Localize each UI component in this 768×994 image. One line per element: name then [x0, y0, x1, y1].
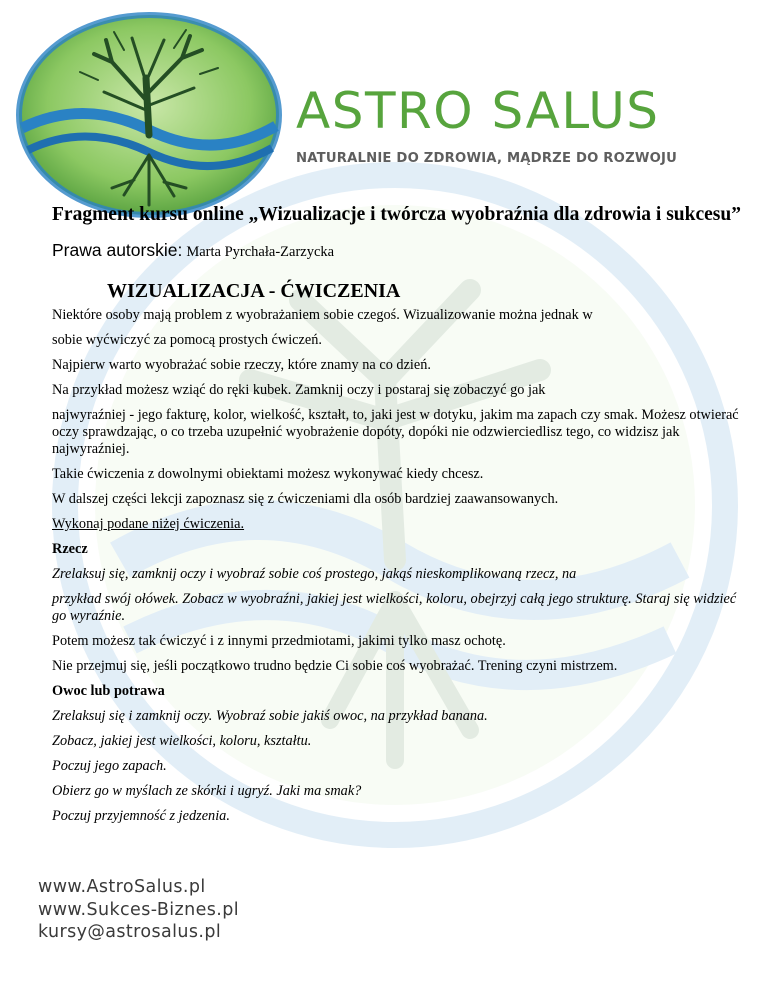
intro-paragraph: sobie wyćwiczyć za pomocą prostych ćwiczeń.	[52, 332, 322, 348]
exercise-line: Poczuj przyjemność z jedzenia.	[52, 808, 230, 824]
email-link[interactable]: kursy@astrosalus.pl	[38, 922, 222, 942]
exercise-line: Obierz go w myślach ze skórki i ugryź. Jaki ma smak?	[52, 783, 362, 799]
exercise-title: Rzecz	[52, 541, 88, 557]
intro-paragraph: Na przykład możesz wziąć do ręki kubek. Zamknij oczy i postaraj się zobaczyć go jak	[52, 382, 546, 398]
intro-paragraph: Najpierw warto wyobrażać sobie rzeczy, które znamy na co dzień.	[52, 357, 431, 373]
exercise-line: Poczuj jego zapach.	[52, 758, 167, 774]
document-body	[52, 203, 752, 825]
course-title: Fragment kursu online „Wizualizacje i twórcza wyobraźnia dla zdrowia i sukcesu”	[52, 204, 741, 225]
exercise-line: przykład swój ołówek. Zobacz w wyobraźni, jakiej jest wielkości, koloru, obejrzyj całą jego strukturę. Staraj się widzieć go wyraźnie.	[52, 591, 737, 624]
exercise-line: Potem możesz tak ćwiczyć i z innymi przedmiotami, jakimi tylko masz ochotę.	[52, 633, 506, 649]
copyright-label: Prawa autorskie:	[52, 240, 183, 260]
brand-name: ASTRO SALUS	[296, 82, 660, 140]
copyright-line	[52, 239, 752, 263]
section-heading: WIZUALIZACJA - ĆWICZENIA	[107, 280, 401, 302]
exercises-instruction: Wykonaj podane niżej ćwiczenia.	[52, 516, 245, 532]
astro-salus-tree-logo	[14, 10, 284, 220]
exercise-line: Zobacz, jakiej jest wielkości, koloru, kształtu.	[52, 733, 312, 749]
website-link-astrosalus[interactable]: www.AstroSalus.pl	[38, 877, 206, 897]
exercise-line: Zrelaksuj się i zamknij oczy. Wyobraź sobie jakiś owoc, na przykład banana.	[52, 708, 488, 724]
intro-paragraph: W dalszej części lekcji zapoznasz się z ćwiczeniami dla osób bardziej zaawansowanych.	[52, 491, 559, 507]
exercise-line: Nie przejmuj się, jeśli początkowo trudno będzie Ci sobie coś wyobrażać. Trening czyni mistrzem.	[52, 658, 618, 674]
intro-paragraph: Takie ćwiczenia z dowolnymi obiektami możesz wykonywać kiedy chcesz.	[52, 466, 484, 482]
exercise-title: Owoc lub potrawa	[52, 683, 165, 699]
exercise-line: Zrelaksuj się, zamknij oczy i wyobraź sobie coś prostego, jakąś nieskomplikowaną rzecz, na	[52, 566, 577, 582]
footer-contacts	[38, 876, 239, 944]
intro-paragraph: najwyraźniej - jego fakturę, kolor, wielkość, kształt, to, jaki jest w dotyku, jakim ma zapach czy smak. Możesz otwierać oczy sprawdzając, o co trzeba uzupełnić wyobrażenie dopóty, dopóki nie odzwierciedlisz tego, co widzisz jak najwyraźniej.	[52, 407, 739, 457]
copyright-author: Marta Pyrchała-Zarzycka	[186, 244, 335, 260]
intro-paragraph: Niektóre osoby mają problem z wyobrażaniem sobie czegoś. Wizualizowanie można jednak w	[52, 307, 593, 323]
brand-tagline: NATURALNIE DO ZDROWIA, MĄDRZE DO ROZWOJU	[296, 151, 677, 166]
website-link-sukces-biznes[interactable]: www.Sukces-Biznes.pl	[38, 899, 239, 920]
